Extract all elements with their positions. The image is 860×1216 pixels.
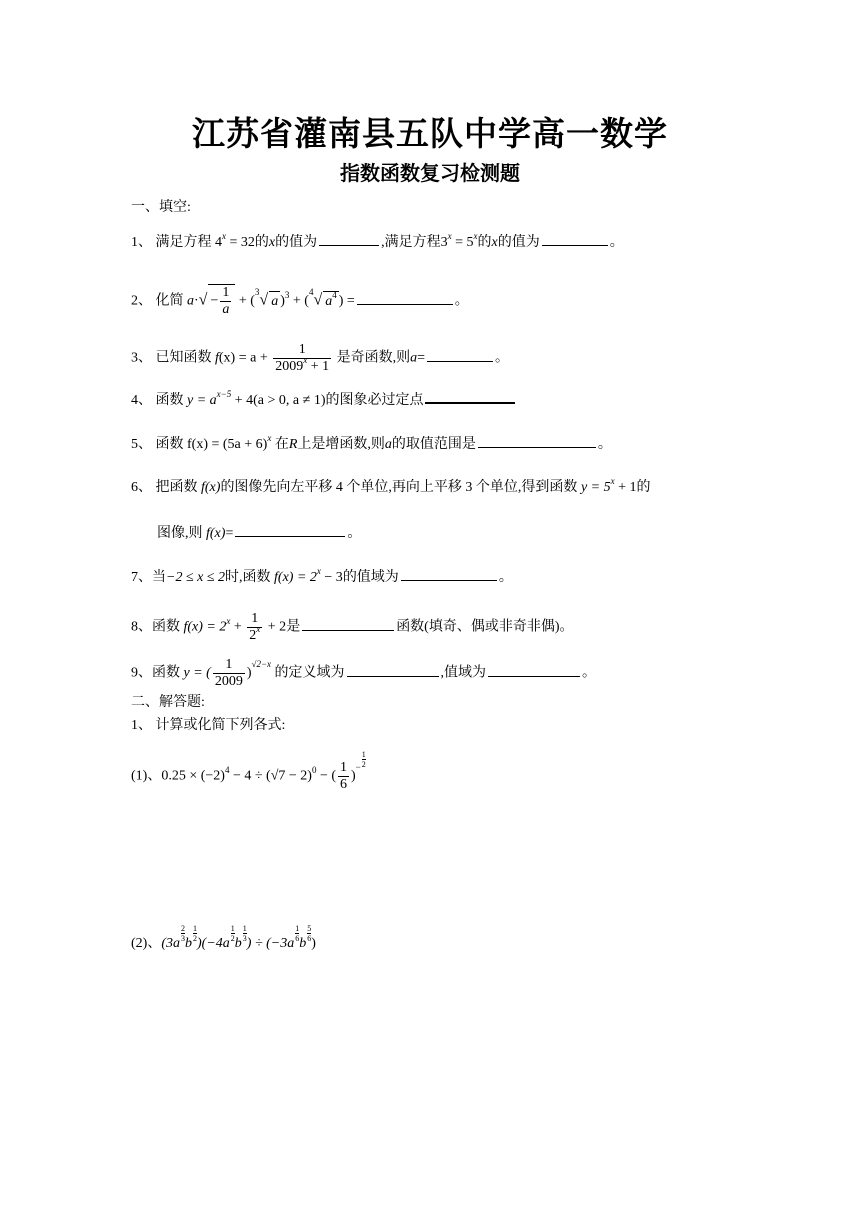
question-text: 计算或化简下列各式: [155,718,286,733]
math-expr: 0.25 × (−2) [161,768,225,784]
math-expr: ) ÷ (−3a [246,936,295,951]
fraction-denominator: 2 [361,760,366,769]
math-expr: f(x) [206,526,226,541]
fraction-numerator: 1 [361,750,366,759]
math-var: b [185,936,192,951]
punctuation: 。 [347,526,362,541]
math-exponent: 0 [311,764,317,775]
math-exponent: x [256,624,261,634]
math-base: 2009 [275,359,304,374]
question-text: 是奇函数,则 [336,350,411,366]
punctuation: 。 [495,350,510,366]
question-text: 的图象必过定点 [325,393,424,408]
math-expr: )(−4a [197,936,230,951]
fraction-numerator: 1 [222,285,230,300]
math-exponent-fraction [231,924,235,943]
question-text: 的图像先向左平移 4 个单位,再向上平移 3 个单位,得到函数 [220,480,578,495]
question-text: 的 [477,235,492,250]
fraction-denominator [273,355,331,375]
math-expr: + ( [292,293,309,309]
math-expr: ) [280,293,285,309]
math-exponent-fraction [295,924,299,943]
fraction-numerator: 1 [340,760,347,775]
math-expr: y = 5 [580,480,611,495]
math-base: 2 [249,628,257,643]
fraction-numerator: 1 [295,924,300,933]
section-answers-heading: 二、解答题: [131,695,205,710]
fraction-numerator: 1 [225,657,233,672]
answer-blank[interactable] [425,388,515,404]
math-expr: − 4 ÷ (√7 − 2) [232,768,312,784]
question-number: 9、 [131,665,152,681]
math-fraction [213,657,245,690]
page-title: 江苏省灌南县五队中学高一数学 [192,114,668,153]
math-expr: + 1 [310,359,330,374]
math-expr: + ( [238,293,255,309]
math-exponent: x [222,231,226,241]
question-number: 1、 [131,718,152,733]
answer-blank[interactable] [347,662,439,677]
math-expr: f(x) [201,480,221,495]
fraction-numerator: 5 [307,924,312,933]
math-sqrt [323,291,339,312]
question-number: 4、 [131,393,152,408]
fraction-denominator: 2 [230,934,235,943]
math-var: a [325,293,333,309]
question-text: 的取值范围是 [391,437,476,452]
math-expr: + 1 [618,480,637,495]
question-8 [131,611,574,644]
math-expr: −2 ≤ x ≤ 2 [166,570,226,585]
question-2: 2、 化简 a·√ − $\frac{1}{a}$ + ($^3$√ a )$^3$ + ($^4$√ $a^4$ ) = 。 [131,285,469,317]
question-text: 当 [152,570,166,585]
math-expr: f(x) = (5a + 6) [187,437,268,452]
math-expr: (3a [161,936,180,951]
question-text: 化简 [155,293,184,309]
answer-blank[interactable] [357,290,453,305]
fraction-denominator: 3 [181,934,185,943]
root-index: 4 [308,286,314,297]
question-text: 的值为 [275,235,318,250]
math-var: b [234,936,242,951]
math-expr: f(x) = 2 [274,570,317,585]
math-expr: y = a [187,393,217,408]
math-sqrt: − $\frac{1}{a}$ [208,284,235,318]
radical-icon: √ [198,291,208,309]
fraction-numerator: 1 [230,924,235,933]
fraction-denominator: a [222,302,230,317]
question-number: 1、 [131,235,152,250]
math-expr: = 5 [455,235,474,250]
fraction-denominator [247,624,262,644]
fraction-numerator: 1 [242,924,247,933]
math-exponent: x [303,355,308,365]
fraction-denominator: 2 [193,934,197,943]
fraction-numerator: 2 [181,924,185,933]
math-expr: + 2 [267,619,287,635]
math-expr: ) [311,936,316,951]
math-fraction [273,342,331,375]
punctuation: 。 [498,570,513,585]
math-exponent: x [267,433,272,443]
punctuation: 。 [609,235,624,250]
question-10 [131,716,285,736]
question-9 [131,657,596,690]
math-exponent-fraction [181,924,185,943]
math-exponent: √2−x [251,658,272,669]
question-number: 2、 [131,293,152,309]
math-fraction [338,760,349,793]
math-var: R [288,437,298,452]
math-expr: = [225,526,234,541]
fraction-denominator: 6 [307,934,312,943]
math-fraction [247,611,262,644]
answer-blank[interactable] [478,433,596,448]
math-exponent: x [316,566,321,576]
math-exponent: x [447,231,452,241]
math-var: a [384,437,392,452]
question-text: 满足方程 [155,235,212,250]
subproblem-label: (2)、 [131,936,162,951]
question-text: 的值为 [497,235,540,250]
math-expr: ) [338,293,344,309]
answer-blank[interactable] [542,231,608,246]
question-text: 图像,则 [157,526,203,541]
question-text: 是 [286,619,301,635]
question-7 [131,566,513,588]
math-var: b [299,936,307,951]
question-number: 3、 [131,350,152,366]
answer-blank[interactable] [401,566,497,581]
question-3 [131,342,509,375]
math-base: 3 [440,235,448,250]
math-expr: − ( [319,768,336,784]
answer-blank[interactable] [427,347,493,362]
math-var: x [491,235,498,250]
answer-blank[interactable] [235,522,345,537]
question-number: 6、 [131,480,152,495]
math-exponent-fraction [362,750,366,769]
math-var: a [187,293,194,309]
math-expr: + 4(a > 0, a ≠ 1) [234,393,326,408]
question-5 [131,433,612,455]
question-6 [131,478,651,498]
fraction-numerator: 1 [251,611,259,626]
math-exponent-fraction [193,924,197,943]
fraction-numerator: 1 [193,924,197,933]
question-text: 把函数 [155,480,198,495]
question-text: 已知函数 [155,350,212,366]
math-exponent-fraction [243,924,247,943]
answer-blank[interactable] [319,231,379,246]
punctuation: 。 [454,293,469,309]
math-expr: + [233,619,242,635]
fraction-denominator: 6 [340,777,347,792]
question-text: 上是增函数,则 [297,437,385,452]
fraction-denominator: 6 [295,934,300,943]
math-exponent: x−5 [216,389,232,399]
math-expr: ) [351,768,356,784]
root-index: 3 [254,286,260,297]
math-exponent: 4 [224,764,230,775]
radical-icon: √ [259,291,269,309]
math-base: 4 [215,235,222,250]
fraction-denominator: 3 [242,934,247,943]
math-var: x [268,235,276,250]
question-text: 函数 [155,437,184,452]
punctuation: 。 [597,437,612,452]
question-number: 5、 [131,437,152,452]
math-fraction [220,285,231,318]
fraction-numerator: 1 [298,342,306,357]
math-exponent: 4 [332,289,337,300]
math-expr: (x) = a + [218,350,268,366]
math-var: f [215,350,219,366]
question-text: 函数 [155,393,184,408]
question-text: 在 [274,437,289,452]
subproblem-1 [131,750,366,793]
question-6-continued [157,522,361,544]
math-expr: − 3 [324,570,343,585]
math-expr: = 32 [229,235,255,250]
question-text: 的 [636,480,651,495]
answer-blank[interactable] [302,616,394,631]
question-1 [131,231,624,253]
math-exponent-fraction [307,924,311,943]
question-text: 的定义域为 [274,665,345,681]
question-text: 的 [254,235,269,250]
math-exponent: x [226,615,231,626]
subproblem-2 [131,924,316,954]
question-text: 函数(填奇、偶或非奇非偶)。 [396,619,574,635]
punctuation: 。 [582,665,597,681]
subproblem-label: (1)、 [131,768,162,784]
radical-icon: √ [313,291,323,309]
math-expr: = [417,350,426,366]
page-subtitle: 指数函数复习检测题 [340,161,520,185]
answer-blank[interactable] [488,662,580,677]
math-exponent: x [473,231,478,241]
question-text: ,值域为 [440,665,487,681]
fraction-denominator: 2009 [214,674,243,689]
question-text: 的值域为 [342,570,399,585]
section-fill-in-heading: 一、填空: [131,200,191,215]
question-text: ,满足方程 [381,235,441,250]
question-text: 函数 [152,619,180,635]
math-expr: ) [246,665,252,681]
math-var: a [269,291,280,312]
math-exponent-sign: − [355,761,361,772]
question-text: 时,函数 [225,570,271,585]
math-expr: y = ( [183,665,211,681]
math-var: a [410,350,418,366]
math-expr: f(x) = 2 [183,619,227,635]
math-exponent: 3 [284,289,290,300]
question-text: 函数 [152,665,180,681]
math-exponent: x [610,476,615,486]
question-number: 7、 [131,570,152,585]
question-4 [131,388,517,411]
math-expr: = [346,293,355,309]
question-number: 8、 [131,619,152,635]
